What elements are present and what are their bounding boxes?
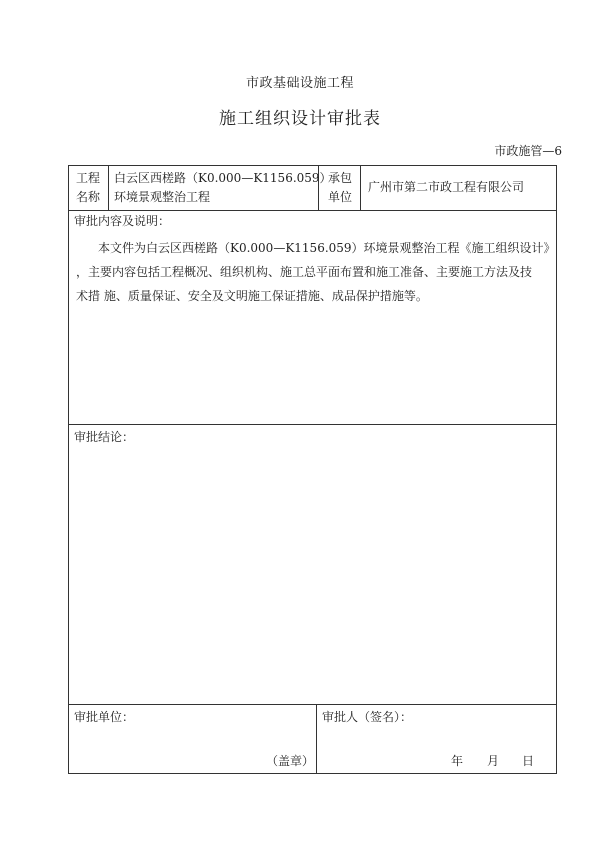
project-name-label-1: 工程	[76, 171, 101, 185]
table-right-border	[556, 165, 557, 774]
approval-unit-label: 审批单位：	[74, 710, 135, 724]
form-title: 施工组织设计审批表	[219, 109, 381, 129]
conclusion-label: 审批结论：	[74, 430, 135, 444]
contractor-label-2: 单位	[328, 190, 353, 204]
contractor-value: 广州市第二市政工程有限公司	[368, 180, 525, 194]
approver-label: 审批人（签名）：	[322, 710, 413, 724]
date-day: 日	[522, 754, 535, 768]
form-subtitle: 市政基础设施工程	[245, 76, 354, 91]
project-name-value-2: 环境景观整治工程	[114, 190, 211, 204]
content-text-line-3: 术措 施、质量保证、安全及文明施工保证措施、成品保护措施等。	[76, 289, 428, 303]
seal-text: （盖章）	[266, 754, 315, 768]
table-left-border	[68, 165, 69, 774]
content-text-line-1: 本文件为白云区西槎路（K0.000—K1156.059）环境景观整治工程《施工组织设计》	[98, 241, 556, 255]
col-divider-3	[360, 165, 361, 211]
row-divider-conclusion	[68, 704, 557, 705]
project-name-value-1: 白云区西槎路（K0.000—K1156.059）	[114, 171, 332, 185]
date-year: 年	[451, 754, 464, 768]
table-top-border	[68, 165, 557, 166]
content-text-line-2: ，主要内容包括工程概况、组织机构、施工总平面布置和施工准备、主要施工方法及技	[76, 265, 533, 279]
content-label: 审批内容及说明：	[74, 214, 171, 228]
col-divider-1	[108, 165, 109, 211]
project-name-label-2: 名称	[76, 190, 101, 204]
table-bottom-border	[68, 773, 557, 774]
form-code: 市政施管—6	[494, 144, 562, 158]
row-divider-content	[68, 424, 557, 425]
col-divider-footer	[316, 704, 317, 774]
contractor-label-1: 承包	[328, 171, 353, 185]
date-month: 月	[487, 754, 500, 768]
